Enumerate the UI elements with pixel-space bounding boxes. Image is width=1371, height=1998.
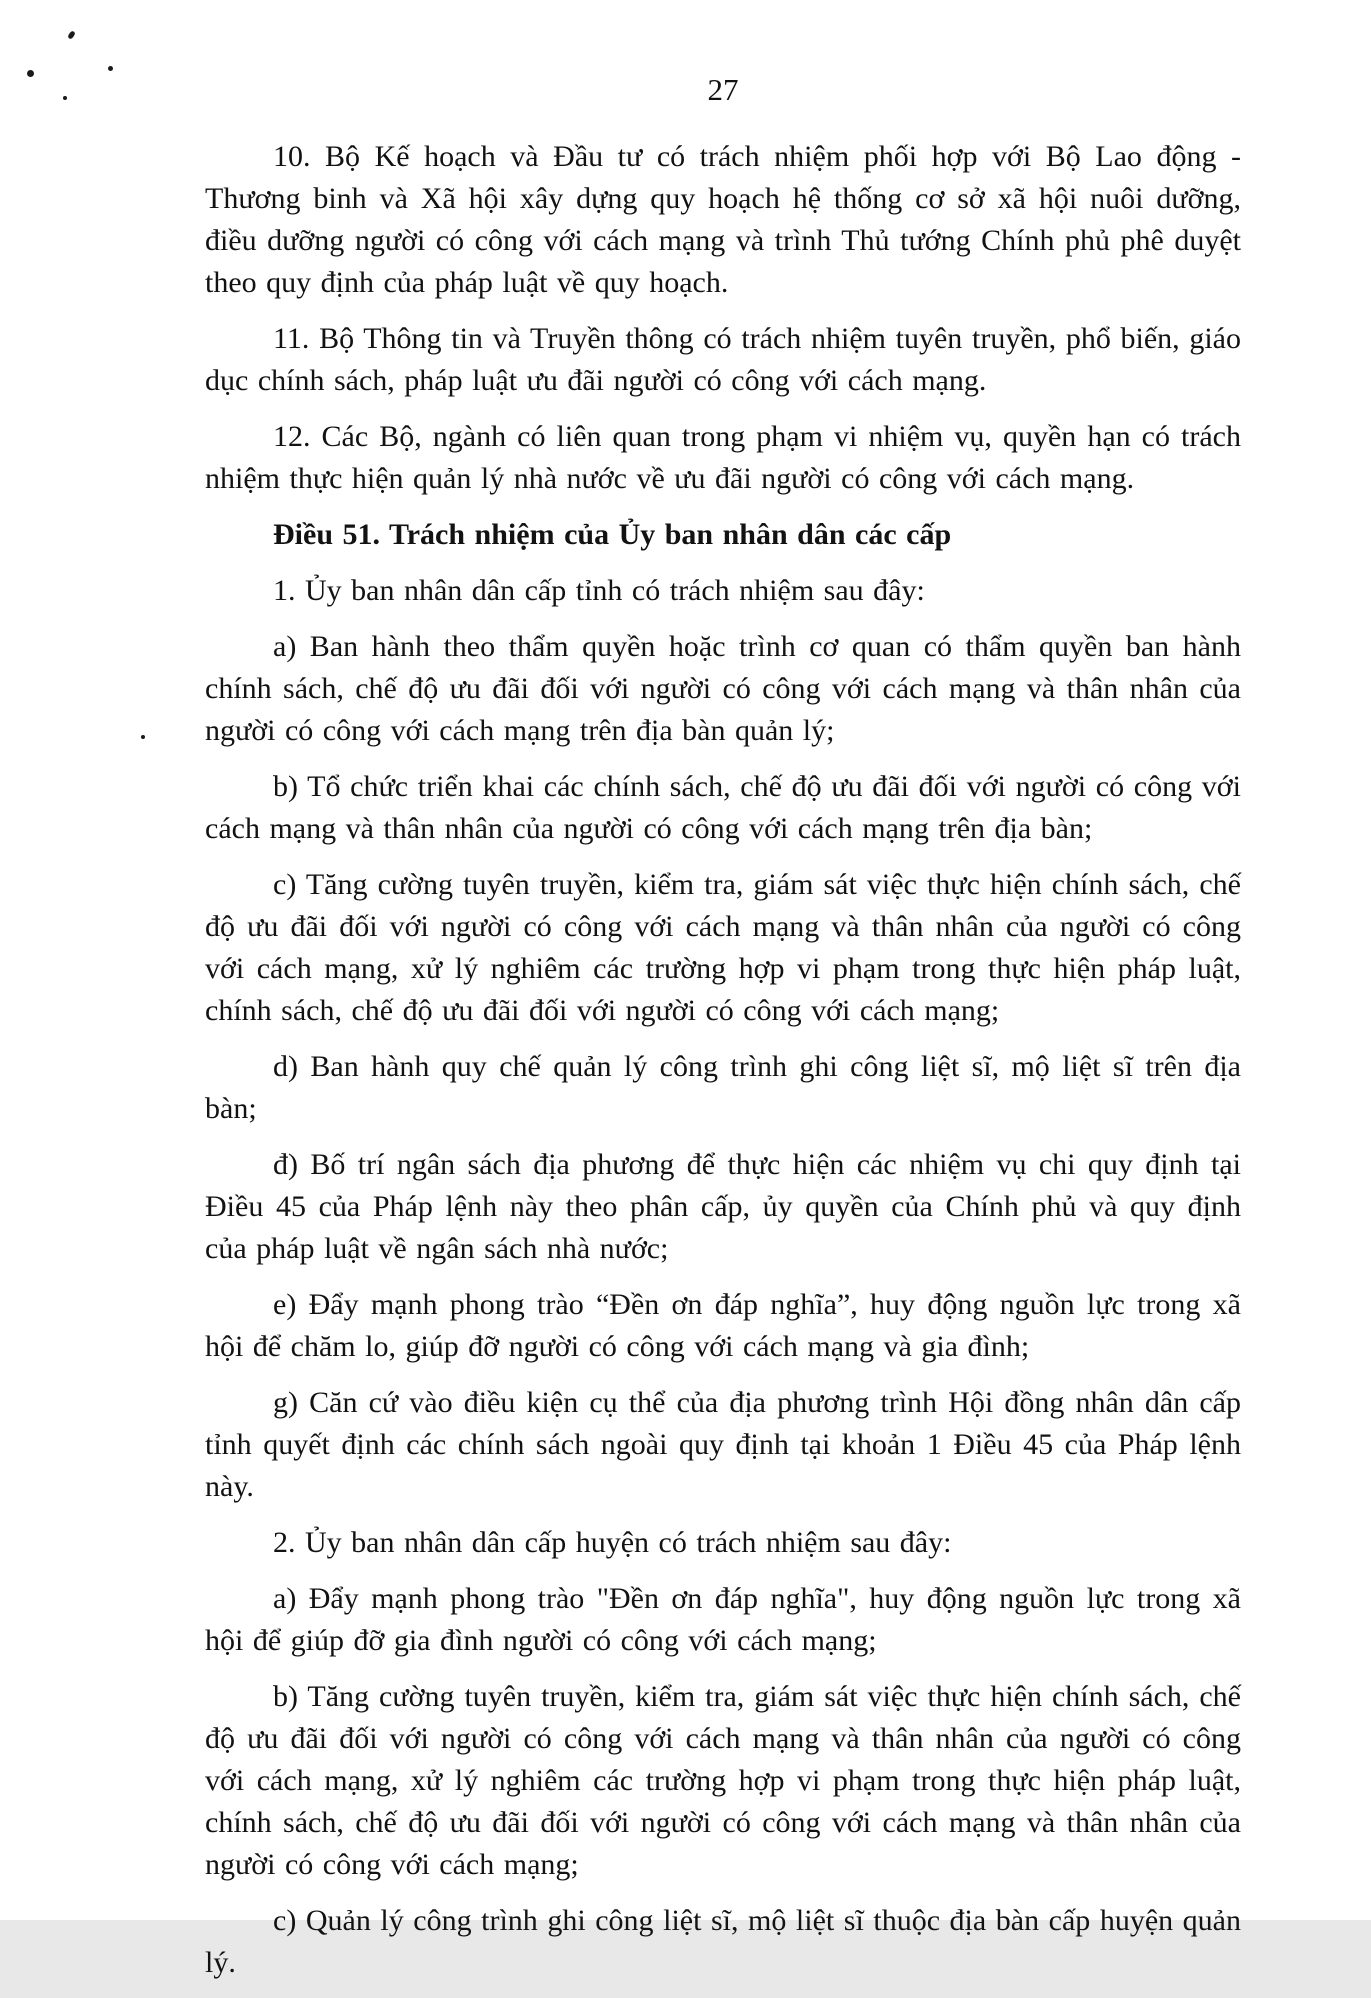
clause-1-point-c: c) Tăng cường tuyên truyền, kiểm tra, giám sát việc thực hiện chính sách, chế độ ưu đãi đối với người có công với cách mạng và thân nhân của người có công với cách mạng, xử lý nghiêm các trường hợp vi phạm trong thực hiện pháp luật, chính sách, chế độ ưu đãi đối với người có công với cách mạng; <box>205 868 1241 1027</box>
clause-2: 2. Ủy ban nhân dân cấp huyện có trách nhiệm sau đây: <box>273 1526 952 1559</box>
paragraph-10: 10. Bộ Kế hoạch và Đầu tư có trách nhiệm phối hợp với Bộ Lao động - Thương binh và Xã hội xây dựng quy hoạch hệ thống cơ sở xã hội nuôi dưỡng, điều dưỡng người có công với cách mạng và trình Thủ tướng Chính phủ phê duyệt theo quy định của pháp luật về quy hoạch. <box>205 140 1241 299</box>
document-body <box>205 70 1241 1998</box>
paragraph-11: 11. Bộ Thông tin và Truyền thông có trách nhiệm tuyên truyền, phổ biến, giáo dục chính sách, pháp luật ưu đãi người có công với cách mạng. <box>205 322 1241 397</box>
clause-1-point-b: b) Tổ chức triển khai các chính sách, chế độ ưu đãi đối với người có công với cách mạng và thân nhân của người có công với cách mạng trên địa bàn; <box>205 770 1241 845</box>
clause-1: 1. Ủy ban nhân dân cấp tỉnh có trách nhiệm sau đây: <box>273 574 925 607</box>
clause-1-point-a: a) Ban hành theo thẩm quyền hoặc trình cơ quan có thẩm quyền ban hành chính sách, chế độ ưu đãi đối với người có công với cách mạng và thân nhân của người có công với cách mạng trên địa bàn quản lý; <box>205 630 1241 747</box>
clause-1-point-g: g) Căn cứ vào điều kiện cụ thể của địa phương trình Hội đồng nhân dân cấp tỉnh quyết định các chính sách ngoài quy định tại khoản 1 Điều 45 của Pháp lệnh này. <box>205 1386 1241 1503</box>
clause-2-point-c: c) Quản lý công trình ghi công liệt sĩ, mộ liệt sĩ thuộc địa bàn cấp huyện quản lý. <box>205 1904 1241 1979</box>
scan-speckle <box>141 735 145 739</box>
scan-speckle <box>108 66 113 71</box>
article-51-heading: Điều 51. Trách nhiệm của Ủy ban nhân dân các cấp <box>273 518 952 551</box>
clause-1-point-e: e) Đẩy mạnh phong trào “Đền ơn đáp nghĩa”, huy động nguồn lực trong xã hội để chăm lo, giúp đỡ người có công với cách mạng và gia đình; <box>205 1288 1241 1363</box>
clause-1-point-dd: đ) Bố trí ngân sách địa phương để thực hiện các nhiệm vụ chi quy định tại Điều 45 của Pháp lệnh này theo phân cấp, ủy quyền của Chính phủ và quy định của pháp luật về ngân sách nhà nước; <box>205 1148 1241 1265</box>
scan-speckle <box>63 96 67 100</box>
clause-2-point-b: b) Tăng cường tuyên truyền, kiểm tra, giám sát việc thực hiện chính sách, chế độ ưu đãi đối với người có công với cách mạng và thân nhân của người có công với cách mạng, xử lý nghiêm các trường hợp vi phạm trong thực hiện pháp luật, chính sách, chế độ ưu đãi đối với người có công với cách mạng và thân nhân của người có công với cách mạng; <box>205 1680 1241 1881</box>
page-number: 27 <box>707 72 739 107</box>
scan-speckle <box>27 70 34 77</box>
paragraph-12: 12. Các Bộ, ngành có liên quan trong phạm vi nhiệm vụ, quyền hạn có trách nhiệm thực hiện quản lý nhà nước về ưu đãi người có công với cách mạng. <box>205 420 1241 495</box>
clause-2-point-a: a) Đẩy mạnh phong trào "Đền ơn đáp nghĩa", huy động nguồn lực trong xã hội để giúp đỡ gia đình người có công với cách mạng; <box>205 1582 1241 1657</box>
scan-speckle <box>67 30 76 39</box>
clause-1-point-d: d) Ban hành quy chế quản lý công trình ghi công liệt sĩ, mộ liệt sĩ trên địa bàn; <box>205 1050 1241 1125</box>
